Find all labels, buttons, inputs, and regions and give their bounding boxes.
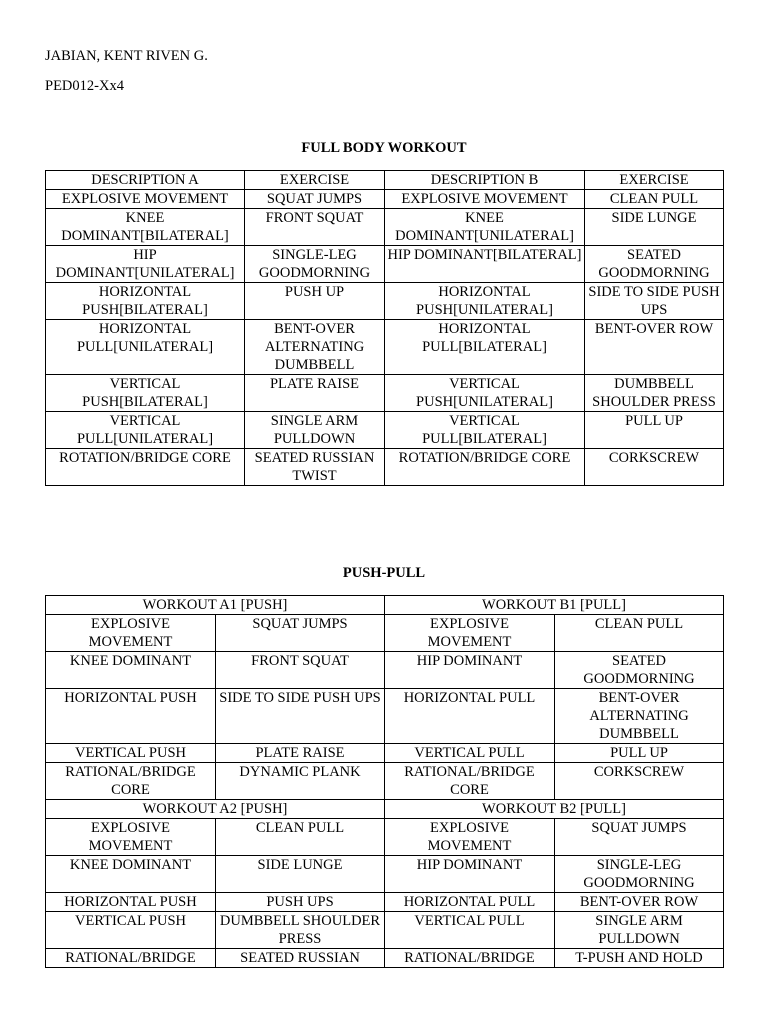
table-cell: VERTICAL PUSH xyxy=(46,744,216,763)
table-cell: HORIZONTAL PULL xyxy=(385,893,555,912)
table-row xyxy=(46,190,724,209)
table-cell: SINGLE ARM PULLDOWN xyxy=(245,412,385,449)
table-cell: KNEE DOMINANT xyxy=(46,652,216,689)
table-cell: VERTICAL PULL[UNILATERAL] xyxy=(46,412,245,449)
table-row xyxy=(46,893,724,912)
table-cell: DYNAMIC PLANK xyxy=(216,763,385,800)
table-row xyxy=(46,689,724,744)
table-cell: SIDE LUNGE xyxy=(585,209,724,246)
table-row xyxy=(46,375,724,412)
column-header: EXERCISE xyxy=(585,171,724,190)
table-cell: KNEE DOMINANT[BILATERAL] xyxy=(46,209,245,246)
table-cell: HIP DOMINANT xyxy=(385,652,555,689)
table-cell: BENT-OVER ROW xyxy=(555,893,724,912)
table-cell: PUSH UP xyxy=(245,283,385,320)
table-cell: CLEAN PULL xyxy=(555,615,724,652)
table-cell: HORIZONTAL PUSH xyxy=(46,893,216,912)
workout-heading-row xyxy=(46,596,724,615)
table-cell: DUMBBELL SHOULDER PRESS xyxy=(585,375,724,412)
table-cell: EXPLOSIVE MOVEMENT xyxy=(46,819,216,856)
push-pull-title: PUSH-PULL xyxy=(342,565,426,581)
table-cell: EXPLOSIVE MOVEMENT xyxy=(385,190,585,209)
table-cell: SQUAT JUMPS xyxy=(555,819,724,856)
table-cell: RATIONAL/BRIDGE xyxy=(46,949,216,968)
table-cell: ROTATION/BRIDGE CORE xyxy=(385,449,585,486)
table-cell: PLATE RAISE xyxy=(245,375,385,412)
full-body-title: FULL BODY WORKOUT xyxy=(301,140,467,156)
workout-heading: WORKOUT B2 [PULL] xyxy=(385,800,724,819)
table-cell: SIDE LUNGE xyxy=(216,856,385,893)
table-cell: CORKSCREW xyxy=(555,763,724,800)
table-row xyxy=(46,763,724,800)
course-code: PED012-Xx4 xyxy=(45,78,124,94)
table-cell: VERTICAL PUSH[UNILATERAL] xyxy=(385,375,585,412)
column-header: EXERCISE xyxy=(245,171,385,190)
column-header: DESCRIPTION B xyxy=(385,171,585,190)
table-cell: SIDE TO SIDE PUSH UPS xyxy=(585,283,724,320)
table-cell: SINGLE ARM PULLDOWN xyxy=(555,912,724,949)
table-cell: HORIZONTAL PUSH[UNILATERAL] xyxy=(385,283,585,320)
table-cell: VERTICAL PULL[BILATERAL] xyxy=(385,412,585,449)
table-row xyxy=(46,912,724,949)
table-row xyxy=(46,449,724,486)
table-cell: FRONT SQUAT xyxy=(216,652,385,689)
table-cell: EXPLOSIVE MOVEMENT xyxy=(46,190,245,209)
table-cell: SIDE TO SIDE PUSH UPS xyxy=(216,689,385,744)
table-cell: SEATED GOODMORNING xyxy=(585,246,724,283)
table-cell: PULL UP xyxy=(555,744,724,763)
table-row xyxy=(46,246,724,283)
table-row xyxy=(46,856,724,893)
table-cell: RATIONAL/BRIDGE CORE xyxy=(385,763,555,800)
table-cell: SQUAT JUMPS xyxy=(216,615,385,652)
table-row xyxy=(46,744,724,763)
table-cell: SQUAT JUMPS xyxy=(245,190,385,209)
column-header: DESCRIPTION A xyxy=(46,171,245,190)
table-cell: SEATED RUSSIAN xyxy=(216,949,385,968)
table-row xyxy=(46,412,724,449)
table-cell: HIP DOMINANT[BILATERAL] xyxy=(385,246,585,283)
table-cell: EXPLOSIVE MOVEMENT xyxy=(46,615,216,652)
table-cell: FRONT SQUAT xyxy=(245,209,385,246)
table-cell: T-PUSH AND HOLD xyxy=(555,949,724,968)
table-row xyxy=(46,652,724,689)
table-cell: PUSH UPS xyxy=(216,893,385,912)
table-cell: HIP DOMINANT xyxy=(385,856,555,893)
table-cell: VERTICAL PUSH[BILATERAL] xyxy=(46,375,245,412)
table-cell: HORIZONTAL PUSH[BILATERAL] xyxy=(46,283,245,320)
table-cell: VERTICAL PULL xyxy=(385,912,555,949)
table-cell: BENT-OVER ALTERNATING DUMBBELL xyxy=(555,689,724,744)
table-cell: HORIZONTAL PULL xyxy=(385,689,555,744)
table-cell: EXPLOSIVE MOVEMENT xyxy=(385,819,555,856)
table-row xyxy=(46,320,724,375)
table-row xyxy=(46,209,724,246)
workout-heading-row xyxy=(46,800,724,819)
table-cell: ROTATION/BRIDGE CORE xyxy=(46,449,245,486)
table-cell: SINGLE-LEG GOODMORNING xyxy=(555,856,724,893)
full-body-table xyxy=(45,170,724,486)
table-cell: HORIZONTAL PULL[BILATERAL] xyxy=(385,320,585,375)
table-cell: SINGLE-LEG GOODMORNING xyxy=(245,246,385,283)
table-cell: SEATED RUSSIAN TWIST xyxy=(245,449,385,486)
student-name: JABIAN, KENT RIVEN G. xyxy=(45,48,208,64)
table-cell: SEATED GOODMORNING xyxy=(555,652,724,689)
table-cell: VERTICAL PUSH xyxy=(46,912,216,949)
table-cell: KNEE DOMINANT xyxy=(46,856,216,893)
table-cell: HORIZONTAL PUSH xyxy=(46,689,216,744)
table-cell: RATIONAL/BRIDGE xyxy=(385,949,555,968)
table-cell: HIP DOMINANT[UNILATERAL] xyxy=(46,246,245,283)
table-header-row xyxy=(46,171,724,190)
table-cell: CORKSCREW xyxy=(585,449,724,486)
table-cell: DUMBBELL SHOULDER PRESS xyxy=(216,912,385,949)
workout-heading: WORKOUT A1 [PUSH] xyxy=(46,596,385,615)
table-cell: PULL UP xyxy=(585,412,724,449)
table-cell: HORIZONTAL PULL[UNILATERAL] xyxy=(46,320,245,375)
table-row xyxy=(46,949,724,968)
table-row xyxy=(46,615,724,652)
table-cell: KNEE DOMINANT[UNILATERAL] xyxy=(385,209,585,246)
table-cell: BENT-OVER ALTERNATING DUMBBELL xyxy=(245,320,385,375)
table-row xyxy=(46,283,724,320)
table-cell: PLATE RAISE xyxy=(216,744,385,763)
table-cell: RATIONAL/BRIDGE CORE xyxy=(46,763,216,800)
table-cell: CLEAN PULL xyxy=(216,819,385,856)
table-cell: BENT-OVER ROW xyxy=(585,320,724,375)
table-cell: EXPLOSIVE MOVEMENT xyxy=(385,615,555,652)
push-pull-table xyxy=(45,595,724,968)
workout-heading: WORKOUT B1 [PULL] xyxy=(385,596,724,615)
table-row xyxy=(46,819,724,856)
workout-heading: WORKOUT A2 [PUSH] xyxy=(46,800,385,819)
table-cell: CLEAN PULL xyxy=(585,190,724,209)
table-cell: VERTICAL PULL xyxy=(385,744,555,763)
